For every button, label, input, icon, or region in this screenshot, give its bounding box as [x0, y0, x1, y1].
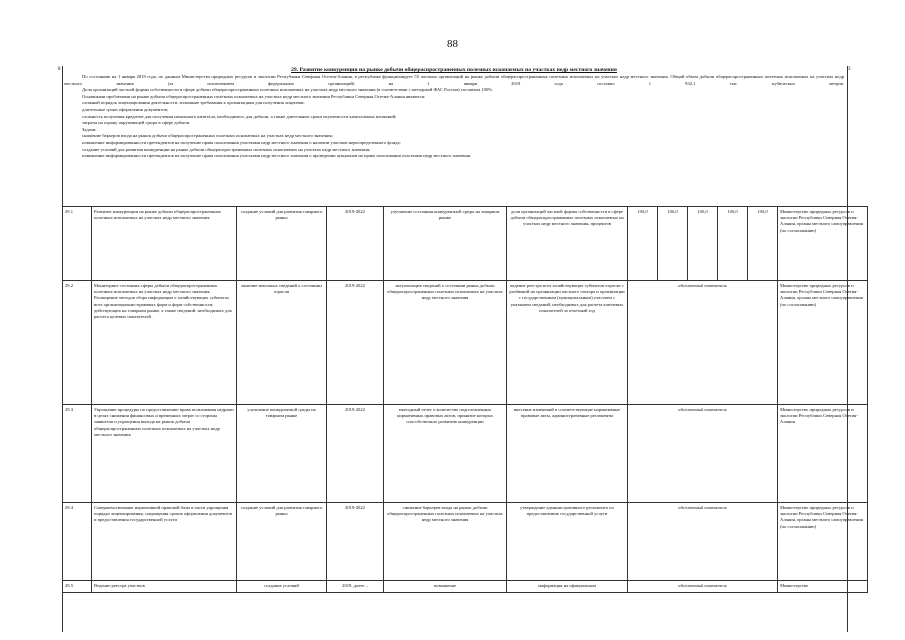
margin-mark-right: 3	[848, 67, 851, 72]
period-cell: 2019, далее –	[327, 581, 384, 593]
period-cell: 2019-2022	[327, 281, 384, 405]
indicator-cell: ведение реестра всех хозяйствующих субъектов отрасли с разбивкой на организации частного сектора и организации с государственным (муниципальным) участием с указанием сведений, необходимых для расчета ключевых показателей за отчетный год	[507, 281, 628, 405]
intro-paragraph: сложный порядок лицензирования деятельности, излишние требования к организациям для получения лицензии;	[82, 100, 305, 106]
result-cell: ежегодный отчет о количестве подготовленных нормативных правовых актов, принятие которых способствовало развитию конкуренции	[384, 405, 507, 503]
intro-paragraph: Задачи:	[82, 126, 97, 132]
period-cell: 2019-2022	[327, 503, 384, 581]
measure-cell: Ведение реестра участков	[92, 581, 237, 593]
table-row	[63, 281, 868, 405]
measure-cell: Развитие конкуренции на рынке добычи общераспространенных полезных ископаемых на участках недр местного значения	[92, 207, 237, 281]
intro-paragraph: затраты на охрану окружающей среды в сфере добычи.	[82, 120, 191, 126]
intro-paragraph: повышение информированности претендентов на получение права пользования участками недр местного значения о наличии участков нераспределенного фонда;	[82, 139, 401, 145]
intro-paragraph: Доля организаций частной формы собственности в сфере добычи общераспространенных полезных ископаемых на участках недр местного значения (в соответствии с методикой ФАС России) составила 100%.	[82, 87, 494, 93]
indicator-cell: доля организаций частной формы собственности в сфере добычи общераспространенных полезных ископаемых на участках недр местного значения, процентов	[507, 207, 628, 281]
indicator-cell: утверждение административного регламента по предоставлению государственной услуги	[507, 503, 628, 581]
row-number: 29.5	[63, 581, 92, 593]
result-cell: улучшение состояния конкурентной среды на товарном рынке	[384, 207, 507, 281]
problem-cell: создание условий для развития товарного рынка	[237, 503, 327, 581]
value-2019: 100,0	[628, 207, 658, 281]
executor-cell: Министерство природных ресурсов и экологии Республики Северная Осетия-Алания, органы местного самоуправления (по согласованию)	[778, 281, 868, 405]
values-note: абсолютный показатель	[628, 503, 778, 581]
indicator-cell: информация на официальном	[507, 581, 628, 593]
page-number: 88	[447, 38, 458, 50]
values-note: абсолютный показатель	[628, 281, 778, 405]
intro-paragraph: снижение барьеров входа на рынок добычи общераспространенных полезных ископаемых на участках недр местного значения;	[82, 133, 333, 139]
table-row	[63, 405, 868, 503]
problem-cell: создание условий для развития товарного рынка	[237, 207, 327, 281]
result-cell: снижение барьеров входа на рынок добычи общераспространенных полезных ископаемых на участках недр местного значения	[384, 503, 507, 581]
measure-cell: Мониторинг состояния сферы добычи общераспространенных полезных ископаемых на участках недр местного значения. Расширение методов сбора информации о хозяйствующих субъектах всех организационно-правовых форм и форм собственности, действующих на товарном рынке, а также сведений, необходимых для расчета целевых показателей	[92, 281, 237, 405]
row-number: 29.3	[63, 405, 92, 503]
measure-cell: Совершенствование нормативной правовой базы в части упрощения порядка лицензирования, сокращения сроков оформления документов и предоставления государственной услуги	[92, 503, 237, 581]
margin-mark-left: 8	[58, 67, 61, 72]
period-cell: 2019-2022	[327, 405, 384, 503]
problem-cell: создание условий	[237, 581, 327, 593]
row-number: 29.1	[63, 207, 92, 281]
measures-table	[62, 206, 868, 593]
intro-paragraph: создание условий для развития конкуренции на рынке добычи общераспространенных полезных ископаемых на участках недр местного значения;	[82, 146, 371, 152]
section-title: 29. Развитие конкуренции на рынке добычи общераспространенных полезных ископаемых на участках недр местного значения	[291, 67, 617, 73]
measure-cell: Упрощение процедуры по предоставлению права пользования недрами в целях снижения финансовых и временных затрат со стороны заявителя и упрощения выхода на рынок добычи общераспространенных полезных ископаемых на участках недр местного значения	[92, 405, 237, 503]
row-number: 29.4	[63, 503, 92, 581]
value-2022: 100,0	[718, 207, 748, 281]
value-2023: 100,0	[748, 207, 778, 281]
values-note: абсолютный показатель	[628, 405, 778, 503]
intro-paragraph: Основными проблемами на рынке добычи общераспространенных полезных ископаемых на участках недр местного значения Республики Северная Осетия-Алания являются:	[82, 93, 426, 99]
intro-paragraph: длительные сроки оформления документов;	[82, 106, 169, 112]
row-number: 29.2	[63, 281, 92, 405]
indicator-cell: внесение изменений в соответствующие нормативные правовые акты, административные регламенты	[507, 405, 628, 503]
problem-cell: наличие неполных сведений о состоянии отрасли	[237, 281, 327, 405]
result-cell: актуализация сведений о состоянии рынка добычи общераспространенных полезных ископаемых на участках недр местного значения	[384, 281, 507, 405]
table-row	[63, 207, 868, 281]
executor-cell: Министерство	[778, 581, 868, 593]
intro-paragraph: По состоянию на 1 января 2019 года, по данным Министерства природных ресурсов и экологии Республики Северная Осетия-Алания, в республике функционирует 55 частных организаций на рынке добычи общераспространенных полезных ископаемых на участках недр местного значения. Общий объем добычи общераспространенных полезных ископаемых на участках недр местного значения (за исключением федеральных организаций) на 1 января 2019 года составил 1 932,1 тыс. кубических метров.	[64, 74, 844, 86]
intro-paragraph: повышение информированности претендентов на получение права пользования участками недр местного значения о проведении аукционов на право пользования участками недр местного значения.	[82, 153, 472, 159]
result-cell: повышение	[384, 581, 507, 593]
problem-cell: улучшение конкурентной среды на товарном рынке	[237, 405, 327, 503]
period-cell: 2019-2022	[327, 207, 384, 281]
executor-cell: Министерство природных ресурсов и экологии Республики Северная Осетия-Алания	[778, 405, 868, 503]
intro-paragraph: сложность получения кредитов для получения начального капитала, необходимого для добычи, а также длительные сроки окупаемости капитальных вложений;	[82, 113, 397, 119]
table-row	[63, 503, 868, 581]
values-note: абсолютный показатель	[628, 581, 778, 593]
value-2021: 100,0	[688, 207, 718, 281]
intro-text	[64, 74, 844, 160]
executor-cell: Министерство природных ресурсов и экологии Республики Северная Осетия-Алания, органы местного самоуправления (по согласованию)	[778, 503, 868, 581]
executor-cell: Министерство природных ресурсов и экологии Республики Северная Осетия-Алания, органы местного самоуправления (по согласованию)	[778, 207, 868, 281]
table-row	[63, 581, 868, 593]
value-2020: 100,0	[658, 207, 688, 281]
